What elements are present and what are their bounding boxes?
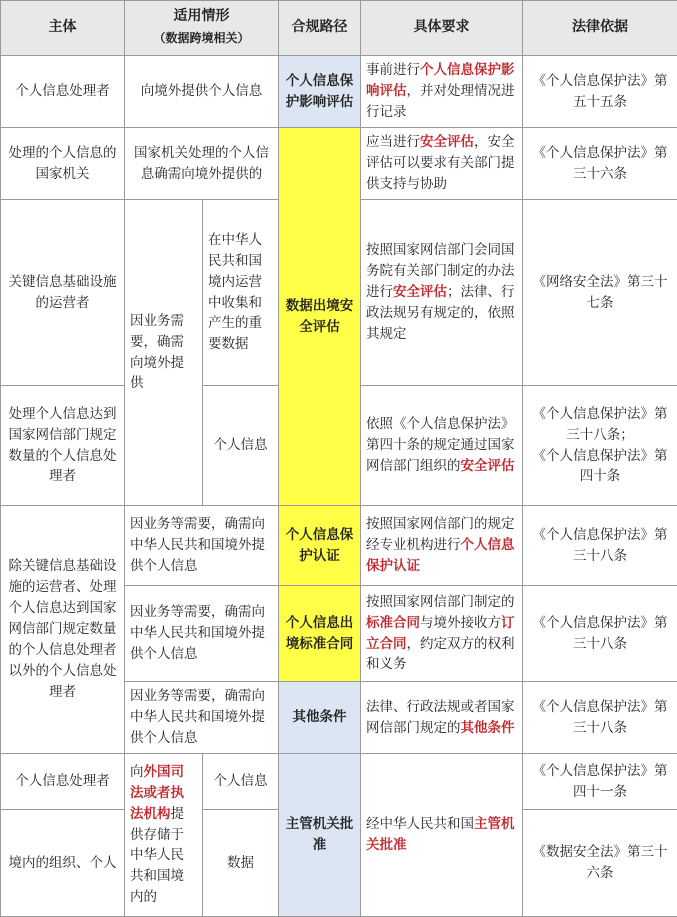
path-cell: 个人信息保护影响评估 <box>279 56 361 128</box>
subject-cell: 个人信息处理者 <box>1 754 125 810</box>
basis-cell: 《数据安全法》第三十六条 <box>523 810 677 917</box>
basis-cell: 《个人信息保护法》第五十五条 <box>523 56 677 128</box>
requirement-cell: 按照国家网信部门制定的标准合同与境外接收方订立合同，约定双方的权利和义务 <box>361 586 523 682</box>
header-requirement: 具体要求 <box>361 1 523 56</box>
path-cell: 个人信息出境标准合同 <box>279 586 361 682</box>
scenario-cell: 国家机关处理的个人信息确需向境外提供的 <box>125 128 279 200</box>
scenario-cell: 向境外提供个人信息 <box>125 56 279 128</box>
header-path: 合规路径 <box>279 1 361 56</box>
basis-cell: 《网络安全法》第三十七条 <box>523 200 677 386</box>
basis-cell: 《个人信息保护法》第三十八条 <box>523 586 677 682</box>
requirement-cell: 按照国家网信部门会同国务院有关部门制定的办法进行安全评估；法律、行政法规另有规定的，依照其规定 <box>361 200 523 386</box>
basis-cell: 《个人信息保护法》第三十八条 <box>523 682 677 754</box>
subject-cell: 关键信息基础设施的运营者 <box>1 200 125 386</box>
subject-cell: 个人信息处理者 <box>1 56 125 128</box>
requirement-cell: 事前进行个人信息保护影响评估，并对处理情况进行记录 <box>361 56 523 128</box>
requirement-cell: 应当进行安全评估，安全评估可以要求有关部门提供支持与协助 <box>361 128 523 200</box>
path-cell: 主管机关批准 <box>279 754 361 917</box>
header-subject: 主体 <box>1 1 125 56</box>
subject-cell: 处理个人信息达到国家网信部门规定数量的个人信息处理者 <box>1 386 125 506</box>
table-row <box>1 506 677 586</box>
basis-cell: 《个人信息保护法》第三十八条； 《个人信息保护法》第四十条 <box>523 386 677 506</box>
basis-cell: 《个人信息保护法》第四十一条 <box>523 754 677 810</box>
basis-cell: 《个人信息保护法》第三十八条 <box>523 506 677 586</box>
scenario-cell: 因业务等需要，确需向中华人民共和国境外提供个人信息 <box>125 506 279 586</box>
scenario-cell: 因业务等需要，确需向中华人民共和国境外提供个人信息 <box>125 682 279 754</box>
scenario-inner-cell: 个人信息 <box>203 754 279 810</box>
header-scenario-subtitle: （数据跨境相关） <box>154 31 250 45</box>
subject-cell: 除关键信息基础设施的运营者、处理个人信息达到国家网信部门规定数量的个人信息处理者以外的个人信息处理者 <box>1 506 125 754</box>
requirement-cell: 经中华人民共和国主管机关批准 <box>361 754 523 917</box>
requirement-cell: 法律、行政法规或者国家网信部门规定的其他条件 <box>361 682 523 754</box>
subject-cell: 处理的个人信息的国家机关 <box>1 128 125 200</box>
scenario-cell: 因业务等需要，确需向中华人民共和国境外提供个人信息 <box>125 586 279 682</box>
header-row <box>1 1 677 56</box>
path-cell: 数据出境安全评估 <box>279 128 361 506</box>
header-scenario <box>125 1 279 56</box>
table-row <box>1 56 677 128</box>
path-cell: 其他条件 <box>279 682 361 754</box>
scenario-inner-cell: 个人信息 <box>203 386 279 506</box>
scenario-inner-cell: 在中华人民共和国境内运营中收集和产生的重要数据 <box>203 200 279 386</box>
table-row <box>1 754 677 810</box>
requirement-cell: 按照国家网信部门的规定经专业机构进行个人信息保护认证 <box>361 506 523 586</box>
scenario-outer-cell: 向外国司法或者执法机构提供存储于中华人民共和国境内的 <box>125 754 203 917</box>
basis-cell: 《个人信息保护法》第三十六条 <box>523 128 677 200</box>
header-scenario-title: 适用情形 <box>174 8 230 24</box>
scenario-inner-cell: 数据 <box>203 810 279 917</box>
scenario-outer-cell: 因业务需要，确需向境外提供 <box>125 200 203 506</box>
header-basis: 法律依据 <box>523 1 677 56</box>
table-row <box>1 128 677 200</box>
requirement-cell: 依照《个人信息保护法》第四十条的规定通过国家网信部门组织的安全评估 <box>361 386 523 506</box>
path-cell: 个人信息保护认证 <box>279 506 361 586</box>
subject-cell: 境内的组织、个人 <box>1 810 125 917</box>
